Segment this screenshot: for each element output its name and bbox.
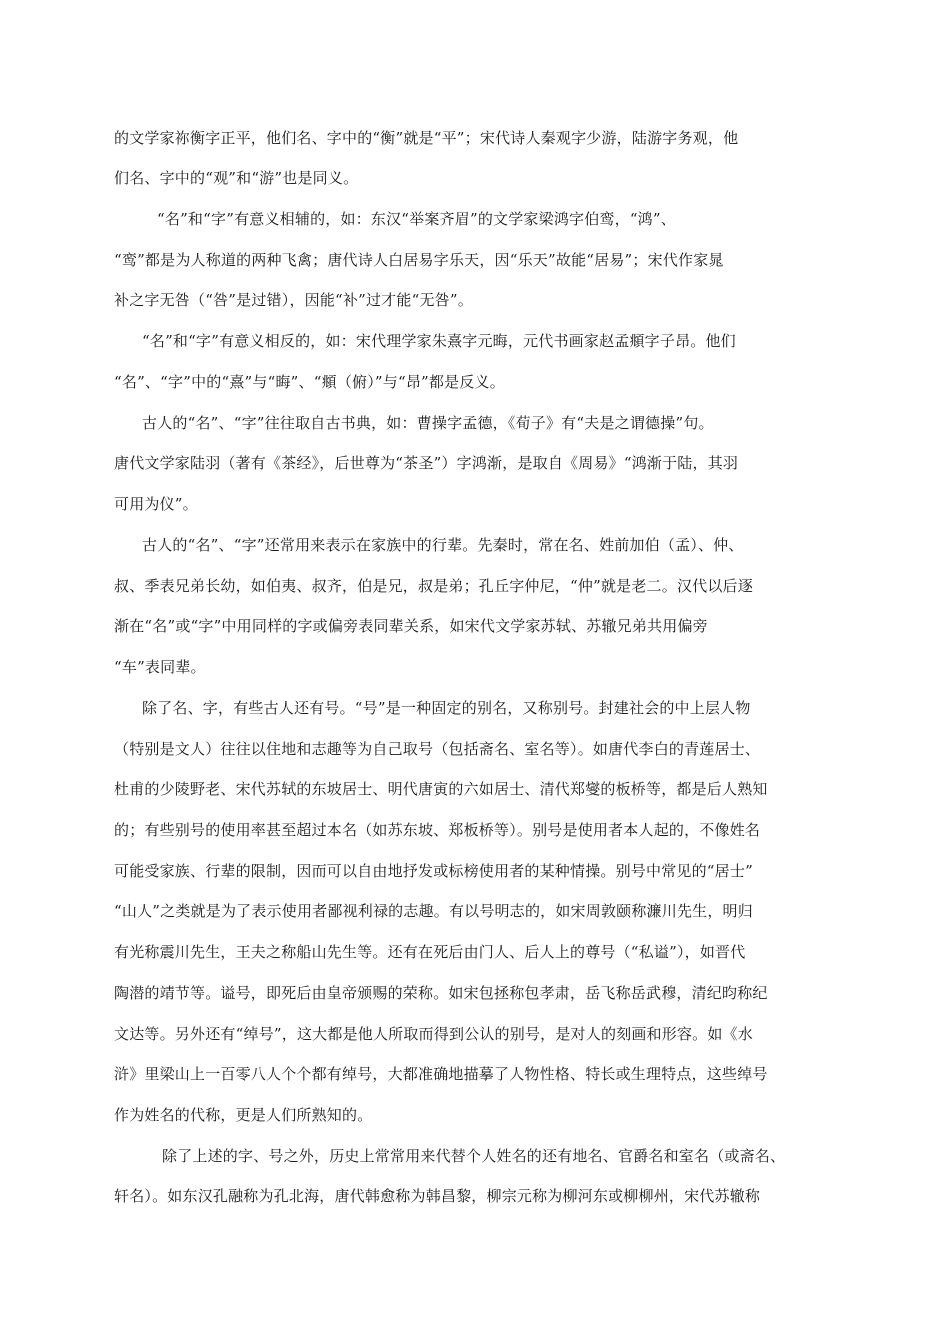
text-line: 古人的“名”、“字”往往取自古书典，如：曹操字孟德，《荀子》有“夫是之谓德操”句。: [142, 414, 714, 432]
text-line: “鸾”都是为人称道的两种飞禽；唐代诗人白居易字乐天，因“乐天”故能“居易”；宋代作家晁: [114, 251, 724, 269]
text-line: 的文学家祢衡字正平，他们名、字中的“衡”就是“平”；宋代诗人秦观字少游，陆游字务观，他: [114, 129, 739, 147]
text-line: “山人”之类就是为了表示使用者鄙视利禄的志趣。有以号明志的，如宋周敦颐称濂川先生，明归: [114, 902, 753, 920]
text-line: 除了上述的字、号之外，历史上常常用来代替个人姓名的还有地名、官爵名和室名（或斋名、: [162, 1147, 786, 1165]
text-line: 叔、季表兄弟长幼，如伯夷、叔齐，伯是兄，叔是弟；孔丘字仲尼，“仲”就是老二。汉代以后逐: [114, 577, 753, 595]
text-line: 浒》里梁山上一百零八人个个都有绰号，大都准确地描摹了人物性格、特长或生理特点，这些绰号: [114, 1065, 768, 1083]
text-line: 除了名、字，有些古人还有号。“号”是一种固定的别名，又称别号。封建社会的中上层人物: [142, 699, 751, 717]
text-line: 陶潜的靖节等。谥号，即死后由皇帝颁赐的荣称。如宋包拯称包孝肃，岳飞称岳武穆，清纪昀称纪: [114, 984, 768, 1002]
text-line: 唐代文学家陆羽（著有《茶经》，后世尊为“茶圣”）字鸿渐，是取自《周易》“鸿渐于陆，其羽: [114, 454, 739, 472]
text-line: “名”、“字”中的“熹”与“晦”、“頫（俯）”与“昂”都是反义。: [114, 373, 505, 391]
text-line: 文达等。另外还有“绰号”，这大都是他人所取而得到公认的别号，是对人的刻画和形容。如《水: [114, 1025, 753, 1043]
text-line: “名”和“字”有意义相反的，如：宋代理学家朱熹字元晦，元代书画家赵孟頫字子昂。他们: [142, 332, 736, 350]
text-line: 渐在“名”或“字”中用同样的字或偏旁表同辈关系，如宋代文学家苏轼、苏辙兄弟共用偏旁: [114, 617, 708, 635]
text-line: “车”表同辈。: [114, 658, 206, 676]
text-line: 们名、字中的“观”和“游”也是同义。: [114, 169, 359, 187]
text-line: 杜甫的少陵野老、宋代苏轼的东坡居士、明代唐寅的六如居士、清代郑燮的板桥等，都是后人熟知: [114, 780, 768, 798]
text-line: 古人的“名”、“字”还常用来表示在家族中的行辈。先秦时，常在名、姓前加伯（孟）、仲、: [142, 536, 744, 554]
text-line: “名”和“字”有意义相辅的，如：东汉“举案齐眉”的文学家梁鸿字伯鸾，“鸿”、: [157, 210, 676, 228]
text-line: 的；有些别号的使用率甚至超过本名（如苏东坡、郑板桥等）。别号是使用者本人起的，不像姓名: [114, 821, 761, 839]
text-line: 作为姓名的代称，更是人们所熟知的。: [114, 1106, 373, 1124]
text-line: （特别是文人）往往以住地和志趣等为自己取号（包括斋名、室名等）。如唐代李白的青莲居士、: [114, 740, 761, 758]
text-line: 轩名）。如东汉孔融称为孔北海，唐代韩愈称为韩昌黎，柳宗元称为柳河东或柳柳州，宋代苏辙称: [114, 1187, 761, 1205]
text-line: 有光称震川先生，王夫之称船山先生等。还有在死后由门人、后人上的尊号（“私谥”），如晋代: [114, 943, 746, 961]
text-line: 可能受家族、行辈的限制，因而可以自由地抒发或标榜使用者的某种情操。别号中常见的“居士”: [114, 862, 753, 880]
text-line: 可用为仪”。: [114, 495, 198, 513]
text-line: 补之字无咎（“咎”是过错），因能“补”过才能“无咎”。: [114, 291, 473, 309]
